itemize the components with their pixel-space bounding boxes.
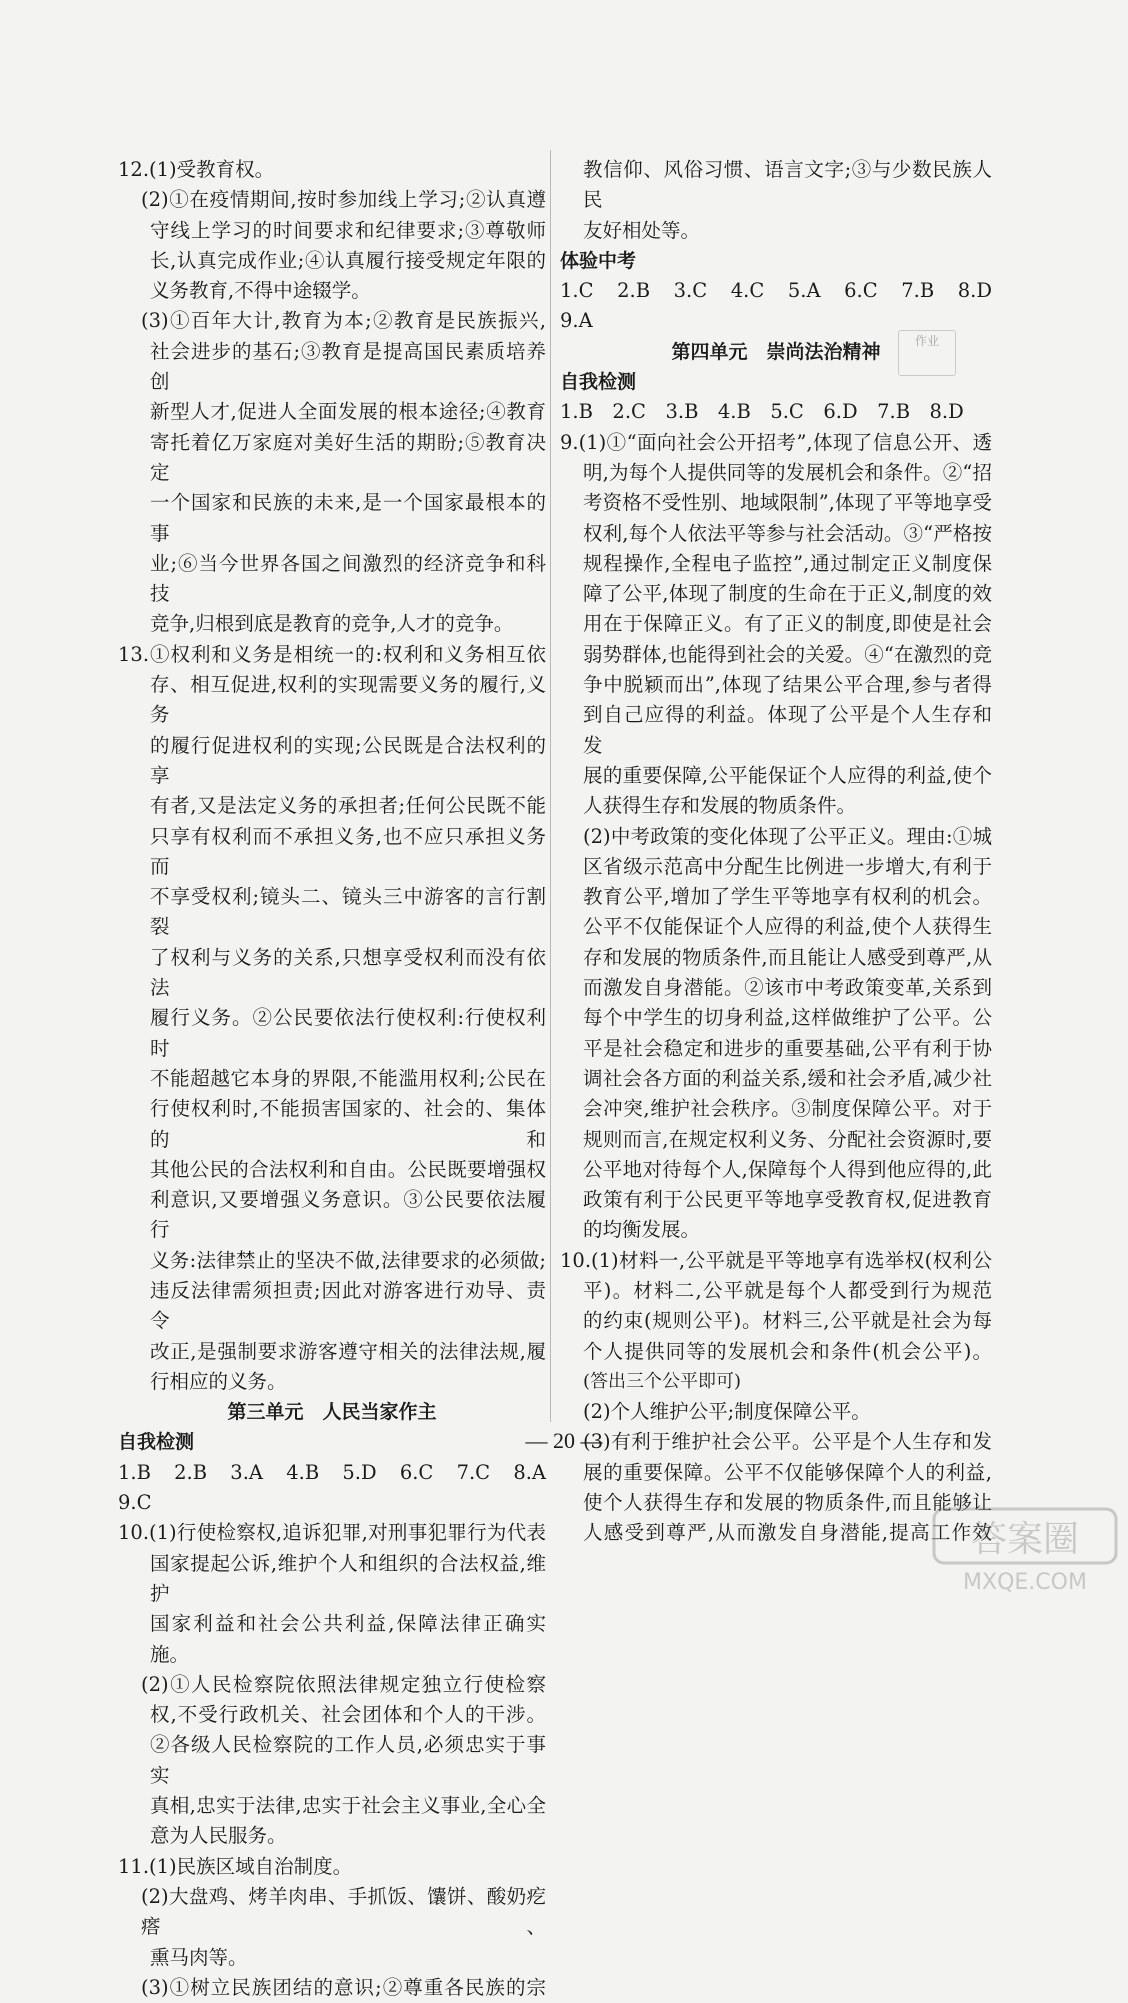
text-line: 会冲突,维护社会秩序。③制度保障公平。对于 — [583, 1097, 992, 1121]
section-heading: 自我检测 — [118, 1431, 195, 1454]
text-line: 行使权利时,不能损害国家的、社会的、集体的和 — [150, 1097, 546, 1151]
text-line: 教育公平,增加了学生平等地享有权利的机会。 — [583, 885, 992, 909]
text-line: 了权利与义务的关系,只想享受权利而没有依法 — [150, 945, 546, 1000]
text-line: 10.(1)行使检察权,追诉犯罪,对刑事犯罪行为代表 — [118, 1521, 546, 1545]
text-line: 行相应的义务。 — [150, 1369, 287, 1393]
column-divider — [550, 150, 551, 1422]
text-line: 守线上学习的时间要求和纪律要求;③尊敬师 — [150, 218, 546, 242]
text-line: 政策有利于公民更平等地享受教育权,促进教育 — [583, 1188, 992, 1212]
text-line: 展的重要保障,公平能保证个人应得的利益,使个 — [583, 763, 992, 787]
text-line: 1.B 2.C 3.B 4.B 5.C 6.D 7.B 8.D — [560, 400, 964, 424]
text-line: (答出三个公平即可) — [583, 1370, 742, 1392]
text-line: 用在于保障正义。有了正义的制度,即使是社会 — [583, 612, 992, 636]
text-line: 争中脱颖而出”,体现了结果公平合理,参与者得 — [583, 673, 992, 697]
text-line: 平是社会稳定和进步的重要基础,公平有利于协 — [583, 1036, 992, 1060]
text-line: 到自己应得的利益。体现了公平是个人生存和发 — [583, 703, 992, 757]
text-line: 业;⑥当今世界各国之间激烈的经济竞争和科技 — [150, 551, 546, 606]
text-line: 违反法律需须担责;因此对游客进行劝导、责令 — [150, 1278, 546, 1333]
text-line: 履行义务。②公民要依法行使权利:行使权利时 — [150, 1006, 546, 1060]
text-line: (3)①树立民族团结的意识;②尊重各民族的宗 — [141, 1975, 546, 1999]
text-line: 1.B 2.B 3.A 4.B 5.D 6.C 7.C 8.A 9.C — [118, 1460, 566, 1515]
watermark-url: MXQE.COM — [963, 1570, 1087, 1595]
text-line: 区省级示范高中分配生比例进一步增大,有利于 — [583, 854, 992, 878]
text-line: 竞争,归根到底是教育的竞争,人才的竞争。 — [150, 612, 514, 636]
text-line: 调社会各方面的利益关系,缓和社会矛盾,减少社 — [583, 1066, 992, 1090]
text-line: 考资格不受性别、地域限制”,体现了平等地享受 — [583, 491, 992, 515]
text-line: 而激发自身潜能。②该市中考政策变革,关系到 — [583, 976, 992, 1000]
text-line: 不能超越它本身的界限,不能滥用权利;公民在 — [150, 1066, 546, 1090]
section-heading: 第四单元 崇尚法治精神 — [671, 340, 881, 363]
text-line: 寄托着亿万家庭对美好生活的期盼;⑤教育决定 — [150, 430, 546, 484]
text-line: (2)①在疫情期间,按时参加线上学习;②认真遵 — [141, 188, 546, 212]
text-line: 障了公平,体现了制度的生命在于正义,制度的效 — [583, 582, 992, 606]
text-line: (2)①人民检察院依照法律规定独立行使检察 — [141, 1672, 546, 1696]
text-line: 有者,又是法定义务的承担者;任何公民既不能 — [150, 794, 546, 818]
text-line: 改正,是强制要求游客遵守相关的法律法规,履 — [150, 1339, 546, 1363]
text-line: 存和发展的物质条件,而且能让人感受到尊严,从 — [583, 945, 992, 969]
text-line: 1.C 2.B 3.C 4.C 5.A 6.C 7.B 8.D 9.A — [560, 279, 1012, 333]
text-line: 9.(1)①“面向社会公开招考”,体现了信息公开、透 — [560, 430, 992, 454]
text-line: 13.①权利和义务是相统一的:权利和义务相互依 — [118, 642, 546, 666]
section-heading: 体验中考 — [560, 249, 637, 272]
stamp-mark — [898, 330, 956, 376]
text-line: 利意识,又要增强义务意识。③公民要依法履行 — [150, 1188, 546, 1242]
text-line: (2)中考政策的变化体现了公平正义。理由:①城 — [583, 824, 992, 848]
text-line: 明,为每个人提供同等的发展机会和条件。②“招 — [583, 460, 992, 484]
text-line: (3)①百年大计,教育为本;②教育是民族振兴, — [141, 309, 546, 333]
text-line: 的约束(规则公平)。材料三,公平就是社会为每 — [583, 1309, 992, 1333]
watermark-text: 答案圈 — [970, 1519, 1080, 1560]
text-line: 使个人获得生存和发展的物质条件,而且能够让 — [583, 1491, 992, 1515]
text-line: 展的重要保障。公平不仅能够保障个人的利益, — [583, 1460, 992, 1484]
text-line: 意为人民服务。 — [150, 1824, 287, 1848]
text-line: (2)大盘鸡、烤羊肉串、手抓饭、馕饼、酸奶疙瘩、 — [141, 1884, 546, 1939]
text-line: 个人提供同等的发展机会和条件(机会公平)。 — [583, 1339, 992, 1363]
text-line: 不享受权利;镜头二、镜头三中游客的言行割裂 — [150, 885, 546, 939]
text-line: 的均衡发展。 — [583, 1218, 701, 1242]
text-line: 每个中学生的切身利益,这样做维护了公平。公 — [583, 1006, 992, 1030]
text-line: 10.(1)材料一,公平就是平等地享有选举权(权利公 — [560, 1248, 992, 1272]
text-line: 弱势群体,也能得到社会的关爱。④“在激烈的竞 — [583, 642, 992, 666]
text-line: 国家提起公诉,维护个人和组织的合法权益,维护 — [150, 1551, 546, 1605]
text-line: 12.(1)受教育权。 — [118, 158, 275, 181]
text-line: 平)。材料二,公平就是每个人都受到行为规范 — [583, 1278, 992, 1302]
text-line: 公平地对待每个人,保障每个人得到他应得的,此 — [583, 1157, 992, 1181]
text-line: ②各级人民检察院的工作人员,必须忠实于事实 — [150, 1733, 546, 1787]
text-line: 其他公民的合法权利和自由。公民既要增强权 — [150, 1157, 546, 1181]
text-line: 一个国家和民族的未来,是一个国家最根本的事 — [150, 491, 546, 545]
text-line: 熏马肉等。 — [150, 1945, 248, 1969]
text-line: 只享有权利而不承担义务,也不应只承担义务而 — [150, 824, 546, 878]
text-line: 权利,每个人依法平等参与社会活动。③“严格按 — [583, 521, 992, 545]
text-line: 友好相处等。 — [583, 218, 701, 242]
section-heading: 第三单元 人民当家作主 — [227, 1401, 437, 1424]
text-line: 义务教育,不得中途辍学。 — [150, 279, 371, 303]
text-line: 的履行促进权利的实现;公民既是合法权利的享 — [150, 733, 546, 787]
watermark-logo — [930, 1505, 1120, 1595]
text-line: 真相,忠实于法律,忠实于社会主义事业,全心全 — [150, 1794, 546, 1818]
text-line: 教信仰、风俗习惯、语言文字;③与少数民族人民 — [583, 158, 992, 212]
text-line: 权,不受行政机关、社会团体和个人的干涉。 — [150, 1703, 546, 1727]
text-line: 规则而言,在规定权利义务、分配社会资源时,要 — [583, 1127, 992, 1151]
stamp-text: 作业 — [914, 334, 939, 348]
text-line: 义务:法律禁止的坚决不做,法律要求的必须做; — [150, 1248, 546, 1272]
text-line: 社会进步的基石;③教育是提高国民素质培养创 — [150, 339, 546, 394]
text-line: 规程操作,全程电子监控”,通过制定正义制度保 — [583, 551, 992, 575]
text-line: 存、相互促进,权利的实现需要义务的履行,义务 — [150, 673, 546, 727]
text-line: 人感受到尊严,从而激发自身潜能,提高工作效 — [583, 1521, 992, 1545]
text-line: (3)有利于维护社会公平。公平是个人生存和发 — [583, 1430, 992, 1454]
text-line: 人获得生存和发展的物质条件。 — [583, 794, 857, 818]
page-number: — 20 — — [525, 1428, 603, 1453]
text-line: 长,认真完成作业;④认真履行接受规定年限的 — [150, 248, 546, 272]
text-line: 11.(1)民族区域自治制度。 — [118, 1854, 353, 1878]
text-line: 国家利益和社会公共利益,保障法律正确实施。 — [150, 1612, 546, 1666]
text-line: (2)个人维护公平;制度保障公平。 — [583, 1400, 871, 1424]
text-line: 新型人才,促进人全面发展的根本途径;④教育 — [150, 400, 546, 424]
text-line: 公平不仅能保证个人应得的利益,使个人获得生 — [583, 915, 992, 939]
section-heading: 自我检测 — [560, 371, 637, 394]
